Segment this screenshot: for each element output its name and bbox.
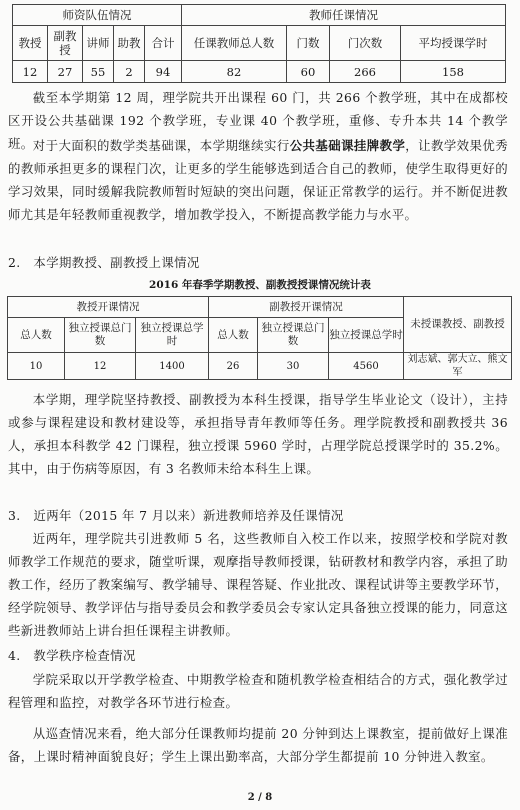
paragraph-course-count: 截至本学期第 12 周，理学院共开出课程 60 门，共 266 个教学班，其中在成都校区开设公共基础课 192 个教学班，专业课 40 个教学班，重修、专升本共 14 个教学班。 [8, 90, 508, 151]
col-header: 平均授课学时 [401, 26, 506, 61]
group-header-associate: 副教授开课情况 [209, 297, 404, 318]
paragraph-inspection: 学院采取以开学教学检查、中期教学检查和随机教学检查相结合的方式，强化教学过程管理和监控，对教学各环节进行检查。 [8, 672, 508, 710]
section-heading-2: 2. 本学期教授、副教授上课情况 [8, 255, 200, 270]
faculty-summary-table [12, 4, 506, 83]
col-header: 合计 [145, 26, 182, 61]
col-header: 独立授课总门数 [65, 318, 136, 353]
table-caption: 2016 年春季学期教授、副教授授课情况统计表 [149, 279, 371, 291]
table-cell: 2 [114, 61, 145, 83]
section-heading-3: 3. 近两年（2015 年 7 月以来）新进教师培养及任课情况 [8, 508, 344, 523]
bold-term: 公共基础课挂牌教学 [289, 138, 406, 153]
table-cell: 55 [83, 61, 114, 83]
table-cell: 10 [8, 353, 65, 380]
col-header: 总人数 [209, 318, 258, 353]
group-header-non-teaching: 未授课教授、副教授 [404, 297, 512, 353]
table-cell: 266 [330, 61, 401, 83]
paragraph-new-teachers: 近两年，理学院共引进教师 5 名，这些教师自入校工作以来，按照学校和学院对教师教学工作规范的要求，随堂听课，观摩指导教师授课，钻研教材和教学内容，承担了助教工作，经历了教案编写、教学辅导、课程答疑、作业批改、课程试讲等主要教学环节，经学院领导、教学评估与指导委员会和教学委员会专家认定具备独立授课的能力，同意这些新进教师站上讲台担任课程主讲教师。 [8, 531, 508, 638]
table-cell: 12 [13, 61, 48, 83]
table-row [8, 353, 512, 380]
table-cell: 刘志斌、郭大立、熊文军 [404, 353, 512, 380]
col-header: 任课教师总人数 [182, 26, 287, 61]
group-header-faculty: 师资队伍情况 [13, 5, 182, 26]
paragraph-text: 对于大面积的数学类基础课，本学期继续实行 [32, 138, 290, 153]
col-header: 独立授课总学时 [329, 318, 404, 353]
table-cell: 26 [209, 353, 258, 380]
col-header: 总人数 [8, 318, 65, 353]
paragraph-text: ，让教学效果优秀的教师承担更多的课程门次，让更多的学生能够选到适合自己的教师，使学生取得更好的学习效果，同时缓解我院教师暂时短缺的突出问题，保证正常教学的运行。并不断促进教师尤其是年轻教师重视教学，增加教学投入，不断提高教学能力与水平。 [8, 138, 508, 222]
professor-teaching-table [7, 296, 512, 380]
col-header: 助教 [114, 26, 145, 61]
paragraph-branded-teaching [8, 134, 508, 226]
group-header-professor: 教授开课情况 [8, 297, 209, 318]
col-header: 讲师 [83, 26, 114, 61]
table-cell: 94 [145, 61, 182, 83]
table-cell: 30 [258, 353, 329, 380]
section-heading-4: 4. 教学秩序检查情况 [8, 648, 136, 663]
table-cell: 158 [401, 61, 506, 83]
table-cell: 1400 [136, 353, 209, 380]
table-cell: 12 [65, 353, 136, 380]
page-number: 2 / 8 [247, 792, 273, 803]
col-header: 教授 [13, 26, 48, 61]
col-header: 独立授课总门数 [258, 318, 329, 353]
col-header: 副教授 [48, 26, 83, 61]
col-header: 门数 [287, 26, 330, 61]
paragraph-patrol-results: 从巡查情况来看，绝大部分任课教师均提前 20 分钟到达上课教室，提前做好上课准备，上课时精神面貌良好；学生上课出勤率高，大部分学生都提前 10 分钟进入教室。 [8, 726, 508, 764]
table-cell: 60 [287, 61, 330, 83]
table-cell: 27 [48, 61, 83, 83]
col-header: 门次数 [330, 26, 401, 61]
paragraph-professor-teaching: 本学期，理学院坚持教授、副教授为本科生授课，指导学生毕业论文（设计），主持或参与课程建设和教材建设等，承担指导青年教师等任务。理学院教授和副教授共 36 人，承担本科教学 42 门课程，独立授课 5960 学时，占理学院总授课学时的 35.2%。其中，由于伤病等原因，有 3 名教师未给本科生上课。 [8, 392, 508, 476]
table-row [13, 61, 506, 83]
group-header-teaching: 教师任课情况 [182, 5, 506, 26]
col-header: 独立授课总学时 [136, 318, 209, 353]
table-cell: 82 [182, 61, 287, 83]
table-cell: 4560 [329, 353, 404, 380]
